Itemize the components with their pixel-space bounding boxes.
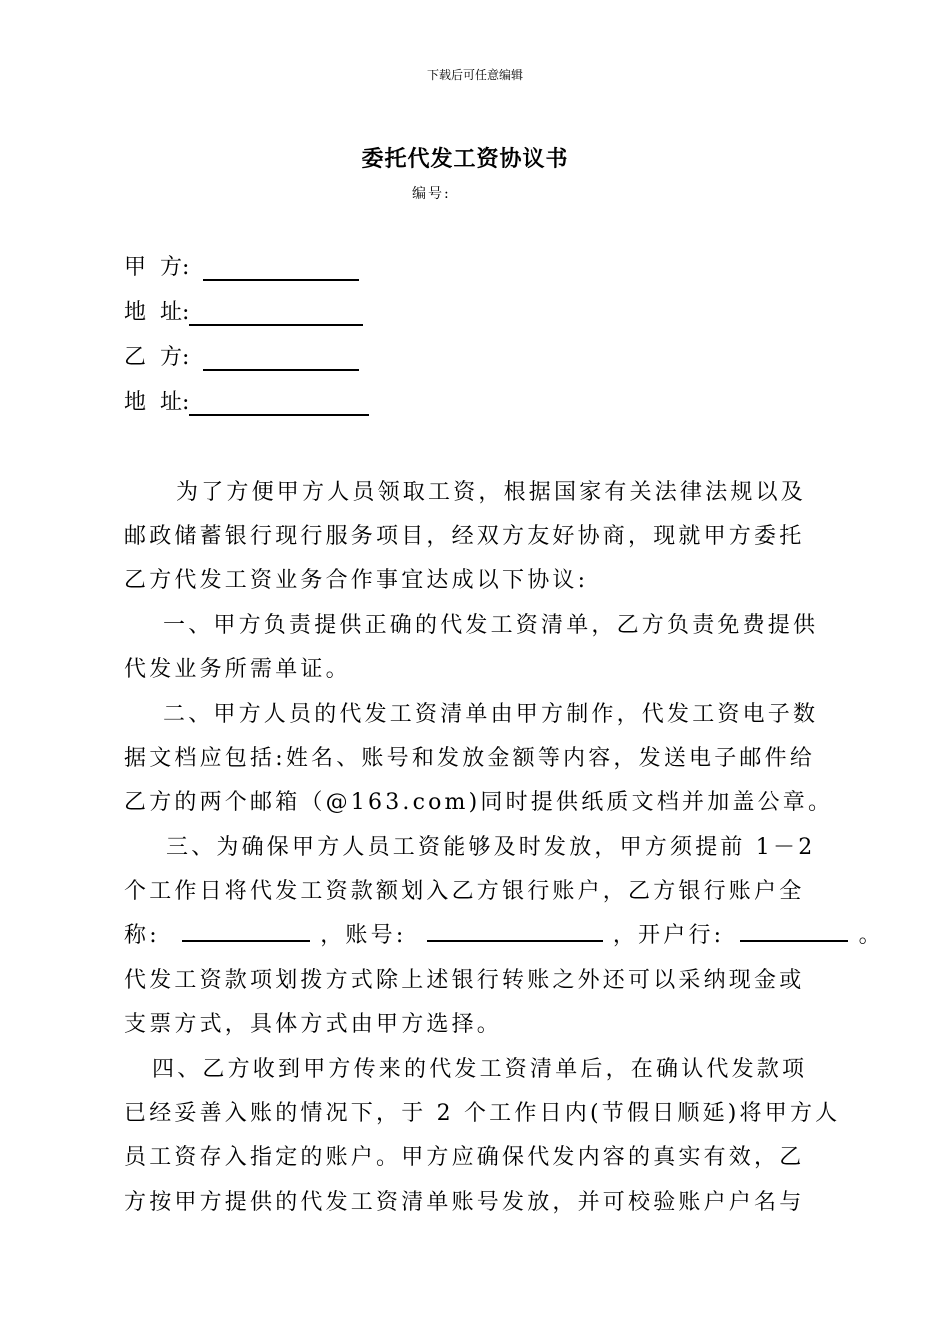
bank-branch-label: ，开户行: [612,923,725,948]
party-b-label: 乙 方: [124,345,190,370]
clause-4-line-1: 四、乙方收到甲方传来的代发工资清单后，在确认代发款项 [152,1057,808,1082]
document-title: 委托代发工资协议书 [361,146,569,172]
clause-4-line-4: 方按甲方提供的代发工资清单账号发放，并可校验账户户名与 [124,1190,805,1215]
party-b-blank [203,347,359,371]
party-a-address-field [124,295,363,326]
clause-1-line-1: 一、甲方负责提供正确的代发工资清单，乙方负责免费提供 [163,613,819,638]
party-a-field [124,250,359,281]
clause-3-line-4: 代发工资款项划拨方式除上述银行转账之外还可以采纳现金或 [124,968,805,993]
clause-2-line-2: 据文档应包括:姓名、账号和发放金额等内容，发送电子邮件给 [124,746,816,771]
account-name-blank [182,918,310,942]
clause-3-period: 。 [858,923,884,948]
clause-4-line-3: 员工资存入指定的账户。甲方应确保代发内容的真实有效，乙 [124,1145,805,1170]
clause-2-line-3: 乙方的两个邮箱（@163.com)同时提供纸质文档并加盖公章。 [124,790,834,815]
intro-line-1: 为了方便甲方人员领取工资，根据国家有关法律法规以及 [176,480,807,505]
clause-1-line-2: 代发业务所需单证。 [124,657,351,682]
account-number-label: ，账号: [320,923,407,948]
party-b-address-blank [189,392,369,416]
clause-3-line-1: 三、为确保甲方人员工资能够及时发放，甲方须提前 1－2 [166,835,816,860]
intro-line-2: 邮政储蓄银行现行服务项目，经双方友好协商，现就甲方委托 [124,524,805,549]
account-name-label: 称: [124,923,160,948]
clause-3-line-5: 支票方式，具体方式由甲方选择。 [124,1012,503,1037]
account-number-blank [427,918,603,942]
intro-line-3: 乙方代发工资业务合作事宜达成以下协议: [124,568,589,593]
clause-3-line-3 [124,918,884,949]
clause-4-line-2: 已经妥善入账的情况下，于 2 个工作日内(节假日顺延)将甲方人 [124,1101,841,1126]
clause-2-line-1: 二、甲方人员的代发工资清单由甲方制作，代发工资电子数 [163,702,819,727]
party-a-label: 甲 方: [124,255,190,280]
party-a-blank [203,257,359,281]
clause-3-line-2: 个工作日将代发工资款额划入乙方银行账户，乙方银行账户全 [124,879,805,904]
party-a-address-blank [189,302,363,326]
party-a-address-label: 地 址: [124,300,190,325]
party-b-address-field [124,385,369,416]
page-header-note: 下载后可任意编辑 [426,68,523,82]
bank-branch-blank [740,918,848,942]
party-b-field [124,340,359,371]
document-number-label: 编号: [412,186,451,202]
party-b-address-label: 地 址: [124,390,190,415]
